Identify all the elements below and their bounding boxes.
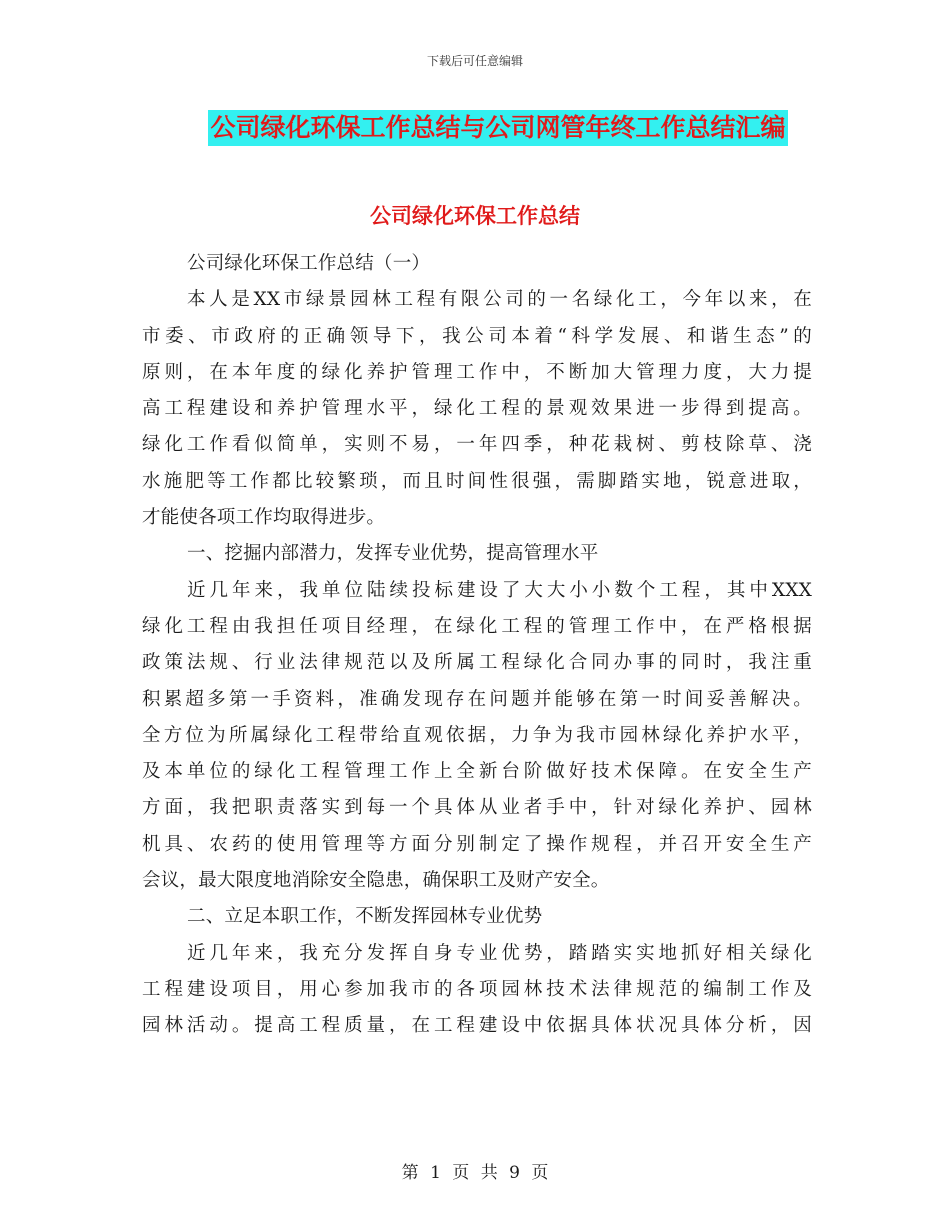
- body-line: 市委、市政府的正确领导下，我公司本着“科学发展、和谐生态”的: [142, 325, 812, 347]
- paragraph-heading: 公司绿化环保工作总结（一）: [187, 253, 431, 274]
- section-title: 公司绿化环保工作总结: [370, 204, 580, 228]
- body-line: 政策法规、行业法律规范以及所属工程绿化合同办事的同时，我注重: [142, 652, 812, 674]
- document-body: [142, 246, 812, 1045]
- body-line: 工程建设项目，用心参加我市的各项园林技术法律规范的编制工作及: [142, 978, 812, 1000]
- page-header-note: 下载后可任意编辑: [426, 54, 523, 68]
- body-line: 积累超多第一手资料，准确发现存在问题并能够在第一时间妥善解决。: [142, 688, 812, 710]
- main-title-container: [0, 110, 950, 146]
- body-line: 全方位为所属绿化工程带给直观依据，力争为我市园林绿化养护水平，: [142, 724, 812, 746]
- body-line: 会议，最大限度地消除安全隐患，确保职工及财产安全。: [142, 870, 610, 892]
- document-title: 公司绿化环保工作总结与公司网管年终工作总结汇编: [208, 110, 787, 146]
- body-line: 近几年来，我单位陆续投标建设了大大小小数个工程，其中XXX: [187, 579, 812, 601]
- body-line: 方面，我把职责落实到每一个具体从业者手中，针对绿化养护、园林: [142, 797, 812, 819]
- body-line: 原则，在本年度的绿化养护管理工作中，不断加大管理力度，大力提: [142, 361, 812, 383]
- body-line: 绿化工程由我担任项目经理，在绿化工程的管理工作中，在严格根据: [142, 615, 812, 637]
- body-line: 高工程建设和养护管理水平，绿化工程的景观效果进一步得到提高。: [142, 398, 812, 420]
- body-line: 水施肥等工作都比较繁琐，而且时间性很强，需脚踏实地，锐意进取，: [142, 470, 812, 492]
- body-line: 园林活动。提高工程质量，在工程建设中依据具体状况具体分析，因: [142, 1015, 812, 1037]
- subsection-heading: 一、挖掘内部潜力，发挥专业优势，提高管理水平: [187, 543, 599, 565]
- body-line: 机具、农药的使用管理等方面分别制定了操作规程，并召开安全生产: [142, 833, 812, 855]
- body-line: 才能使各项工作均取得进步。: [142, 507, 386, 529]
- page-number: 第 1 页 共 9 页: [401, 1163, 549, 1183]
- body-line: 及本单位的绿化工程管理工作上全新台阶做好技术保障。在安全生产: [142, 761, 812, 783]
- body-line: 本人是XX市绿景园林工程有限公司的一名绿化工，今年以来，在: [187, 289, 812, 311]
- body-line: 绿化工作看似简单，实则不易，一年四季，种花栽树、剪枝除草、浇: [142, 434, 812, 456]
- body-line: 近几年来，我充分发挥自身专业优势，踏踏实实地抓好相关绿化: [187, 942, 812, 964]
- subsection-heading: 二、立足本职工作，不断发挥园林专业优势: [187, 906, 543, 928]
